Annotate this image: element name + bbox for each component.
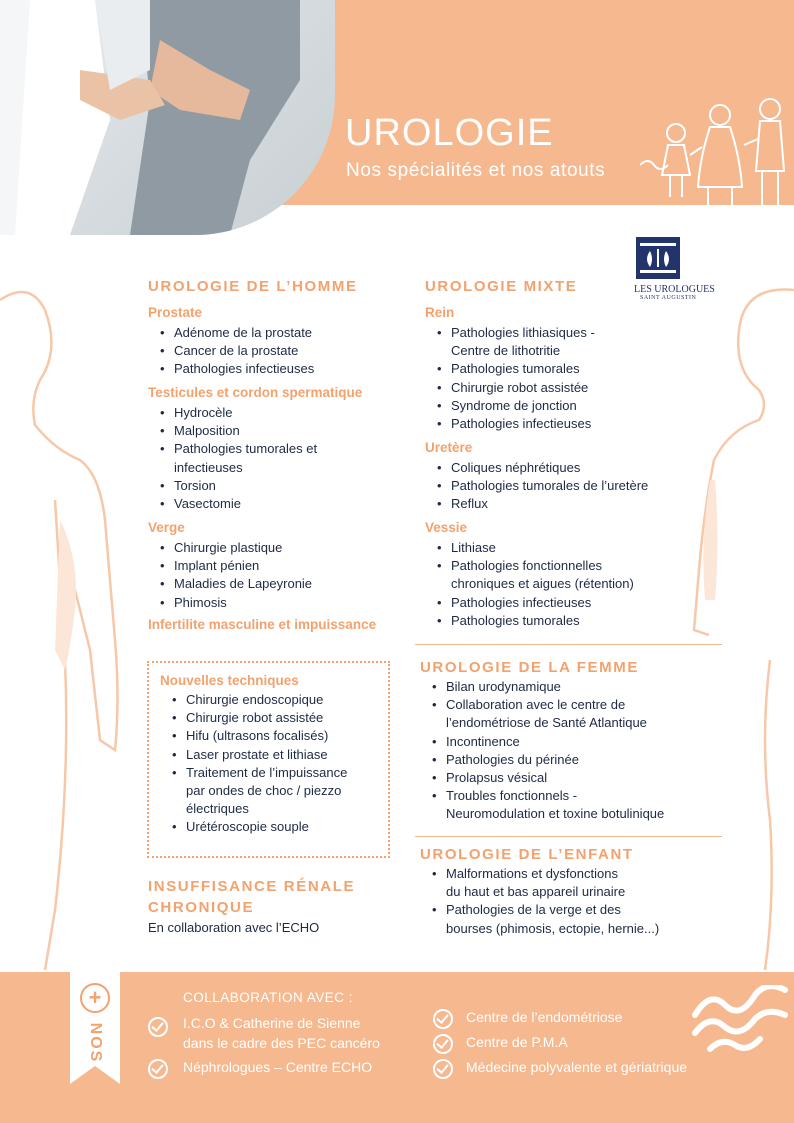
list-item: • Reflux: [437, 495, 648, 513]
list-item: • Pathologies tumorales: [437, 360, 595, 378]
list-item: • Torsion: [160, 477, 317, 495]
list-item-continued: infectieuses: [174, 459, 243, 475]
female-body-outline: [690, 280, 794, 970]
insuffisance-text: En collaboration avec l’ECHO: [148, 920, 320, 935]
check-circle-icon: [433, 1034, 453, 1054]
list-femme: [432, 678, 664, 824]
list-item: • Vasectomie: [160, 495, 317, 513]
ribbon-text: NOS: [87, 1022, 104, 1064]
list-item-continued: par ondes de choc / piezzo: [186, 783, 342, 799]
list-testicules: [160, 404, 317, 513]
subsection-verge: Verge: [148, 520, 185, 535]
list-uretere: [437, 459, 648, 514]
list-enfant: [432, 865, 659, 938]
ribbon-notch: [70, 1066, 120, 1084]
list-item: • Pathologies tumorales de l’uretère: [437, 477, 648, 495]
list-item-continued: Neuromodulation et toxine botulinique: [446, 806, 665, 822]
logo-text-sub: SAINT AUGUSTIN: [640, 295, 697, 301]
list-item: • Pathologies fonctionnelles: [437, 557, 634, 575]
section-title-femme: UROLOGIE DE LA FEMME: [420, 659, 639, 676]
list-rein: [437, 324, 595, 433]
logo-emblem: [636, 237, 680, 279]
list-item: • Phimosis: [160, 594, 312, 612]
list-item: • Chirurgie robot assistée: [172, 709, 347, 727]
section-title-insuffisance-line1: INSUFFISANCE RÉNALE: [148, 878, 356, 895]
collab-item: Médecine polyvalente et gériatrique: [466, 1059, 688, 1075]
list-vessie: [437, 539, 634, 630]
list-item: • Pathologies du périnée: [432, 751, 664, 769]
list-item: • Chirurgie endoscopique: [172, 691, 347, 709]
family-illustration: [640, 95, 794, 207]
list-item-continued: l’endométriose de Santé Atlantique: [446, 715, 647, 731]
collab-item: Centre de l’endométriose: [466, 1009, 623, 1025]
list-item: • Maladies de Lapeyronie: [160, 575, 312, 593]
check-circle-icon: [433, 1009, 453, 1029]
section-title-homme: UROLOGIE DE L’HOMME: [148, 278, 358, 295]
list-item: • Syndrome de jonction: [437, 397, 595, 415]
divider: [415, 644, 722, 645]
subsection-testicules: Testicules et cordon spermatique: [148, 385, 363, 400]
list-item: • Hifu (ultrasons focalisés): [172, 727, 347, 745]
list-item: • Implant pénien: [160, 557, 312, 575]
list-item: • Lithiase: [437, 539, 634, 557]
section-title-insuffisance-line2: CHRONIQUE: [148, 899, 255, 916]
list-item-continued: bourses (phimosis, ectopie, hernie...): [446, 920, 660, 936]
list-item: • Laser prostate et lithiase: [172, 746, 347, 764]
list-item: • Malformations et dysfonctions: [432, 865, 659, 883]
check-circle-icon: [433, 1059, 453, 1079]
check-circle-icon: [148, 1059, 168, 1079]
list-item: • Troubles fonctionnels -: [432, 787, 664, 805]
list-item: • Collaboration avec le centre de: [432, 696, 664, 714]
list-item-continued: électriques: [186, 801, 249, 817]
doctor-patient-photo: [0, 0, 335, 235]
divider: [415, 836, 722, 837]
collab-item: Néphrologues – Centre ECHO: [183, 1059, 373, 1075]
list-item: • Pathologies tumorales: [437, 612, 634, 630]
list-item: • Pathologies tumorales et: [160, 440, 317, 458]
list-item: • Pathologies infectieuses: [437, 594, 634, 612]
list-item: • Pathologies lithiasiques -: [437, 324, 595, 342]
list-prostate: [160, 324, 314, 379]
page-title: UROLOGIE: [345, 112, 554, 154]
male-body-outline: [0, 270, 145, 970]
list-item: • Chirurgie robot assistée: [437, 379, 595, 397]
list-item: • Traitement de l’impuissance: [172, 764, 347, 782]
section-title-mixte: UROLOGIE MIXTE: [425, 278, 578, 295]
logo-text-main: LES UROLOGUES: [634, 284, 715, 295]
list-item-continued: Centre de lithotritie: [451, 343, 561, 359]
list-item: • Hydrocèle: [160, 404, 317, 422]
list-item: • Urétéroscopie souple: [172, 818, 347, 836]
list-item: • Prolapsus vésical: [432, 769, 664, 787]
list-item: • Bilan urodynamique: [432, 678, 664, 696]
list-item-continued: chroniques et aigues (rétention): [451, 576, 634, 592]
collab-item: Centre de P.M.A: [466, 1034, 568, 1050]
list-item-continued: du haut et bas appareil urinaire: [446, 884, 626, 900]
check-circle-icon: [148, 1017, 168, 1037]
list-item: • Pathologies de la verge et des: [432, 901, 659, 919]
collab-item-continued: dans le cadre des PEC cancéro: [183, 1035, 380, 1051]
list-item: • Adénome de la prostate: [160, 324, 314, 342]
list-item: • Coliques néphrétiques: [437, 459, 648, 477]
collaboration-title: COLLABORATION AVEC :: [183, 990, 354, 1005]
list-item: • Chirurgie plastique: [160, 539, 312, 557]
list-item: • Cancer de la prostate: [160, 342, 314, 360]
collab-item: I.C.O & Catherine de Sienne: [183, 1015, 361, 1031]
subsection-vessie: Vessie: [425, 520, 468, 535]
list-verge: [160, 539, 312, 612]
list-item: • Pathologies infectieuses: [160, 360, 314, 378]
list-nouvelles-techniques: [172, 691, 347, 837]
subsection-infertilite: Infertilite masculine et impuissance: [148, 617, 377, 632]
wave-logo-icon: [690, 985, 790, 1055]
page-subtitle: Nos spécialités et nos atouts: [346, 160, 606, 181]
list-item: • Pathologies infectieuses: [437, 415, 595, 433]
subsection-rein: Rein: [425, 305, 455, 320]
subsection-uretere: Uretère: [425, 440, 473, 455]
plus-icon: +: [80, 983, 110, 1013]
list-item: • Malposition: [160, 422, 317, 440]
section-title-enfant: UROLOGIE DE L’ENFANT: [420, 846, 634, 863]
list-item: • Incontinence: [432, 733, 664, 751]
subsection-nouvelles-techniques: Nouvelles techniques: [160, 673, 299, 688]
subsection-prostate: Prostate: [148, 305, 203, 320]
